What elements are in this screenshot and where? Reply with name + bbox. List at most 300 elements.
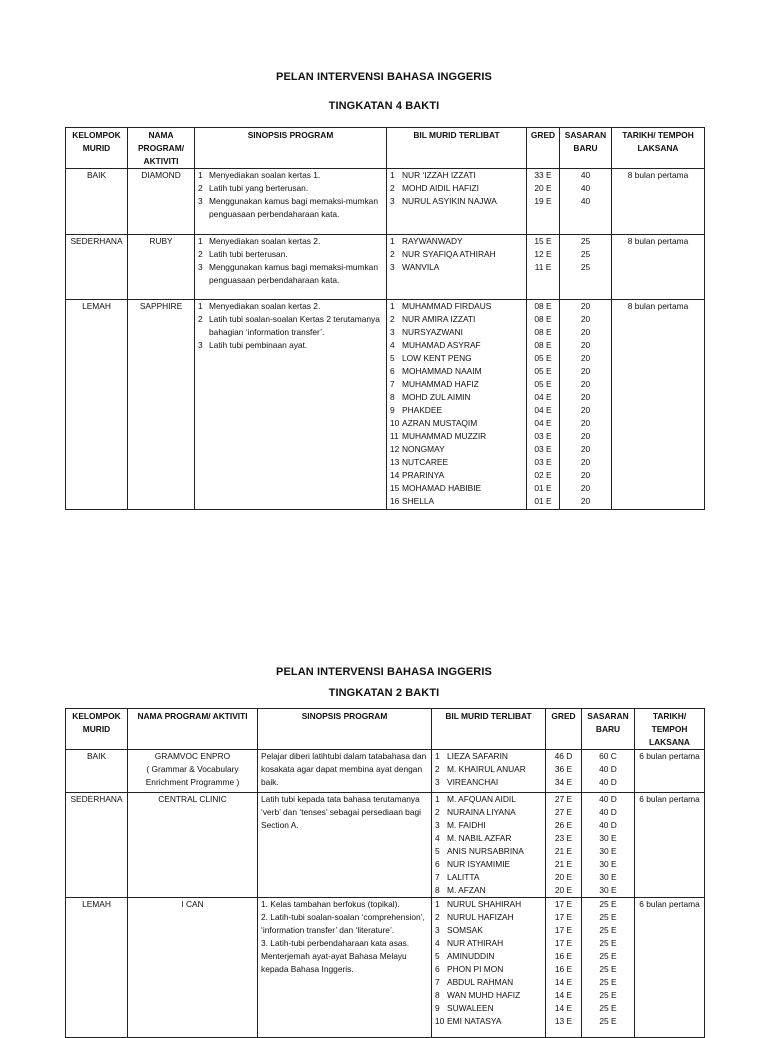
table-row bbox=[66, 793, 705, 898]
item-text: MOHAMAD HABIBIE bbox=[402, 483, 482, 493]
item-text: AZRAN MUSTAQIM bbox=[402, 418, 478, 428]
list-item bbox=[390, 482, 523, 495]
list-item: CENTRAL CLINIC bbox=[158, 794, 227, 804]
item-number: 2 bbox=[390, 183, 395, 193]
item-text: ANIS NURSABRINA bbox=[447, 846, 524, 856]
list-item: 12 E bbox=[534, 249, 552, 259]
item-text: AMINUDDIN bbox=[447, 951, 495, 961]
grade-list bbox=[549, 793, 578, 897]
item-number: 1 bbox=[435, 794, 440, 804]
list-item bbox=[390, 300, 523, 313]
item-number: 2 bbox=[435, 764, 440, 774]
list-item: 25 bbox=[580, 236, 591, 246]
list-item: 04 E bbox=[534, 405, 552, 415]
list-item bbox=[198, 313, 383, 339]
list-item: 15 E bbox=[534, 236, 552, 246]
doc2-header-synopsis: SINOPSIS PROGRAM bbox=[258, 709, 432, 750]
item-number: 10 bbox=[390, 418, 400, 428]
synopsis-cell bbox=[258, 898, 432, 1038]
list-item: 30 E bbox=[599, 859, 617, 869]
list-item: 25 E bbox=[599, 990, 617, 1000]
period-cell: 6 bulan pertama bbox=[635, 898, 705, 1038]
table-row bbox=[66, 235, 705, 300]
group-cell: LEMAH bbox=[66, 300, 128, 510]
students-cell bbox=[387, 169, 527, 235]
doc2-subtitle: TINGKATAN 2 BAKTI bbox=[328, 687, 440, 699]
list-item: 20 bbox=[580, 405, 591, 415]
item-text: LALITTA bbox=[447, 872, 480, 882]
list-item bbox=[435, 898, 542, 911]
list-item bbox=[390, 326, 523, 339]
grade-list bbox=[530, 235, 556, 274]
list-item: 40 bbox=[580, 170, 591, 180]
list-item: 03 E bbox=[534, 444, 552, 454]
doc1-header-period: TARIKH/ TEMPOH LAKSANA bbox=[612, 128, 705, 169]
list-item: 20 bbox=[580, 431, 591, 441]
item-number: 1 bbox=[198, 170, 203, 180]
list-item bbox=[435, 976, 542, 989]
list-item bbox=[390, 352, 523, 365]
list-item bbox=[435, 819, 542, 832]
list-item: ( Grammar & Vocabulary bbox=[146, 764, 239, 774]
item-text: PHON PI MON bbox=[447, 964, 504, 974]
list-item bbox=[390, 339, 523, 352]
item-text: WAN MUHD HAFIZ bbox=[447, 990, 521, 1000]
doc2-header-students: BIL MURID TERLIBAT bbox=[432, 709, 546, 750]
item-number: 2 bbox=[198, 183, 203, 193]
synopsis-list bbox=[198, 235, 383, 287]
students-cell bbox=[387, 300, 527, 510]
doc2-table bbox=[65, 708, 705, 1038]
item-number: 4 bbox=[435, 833, 440, 843]
program-lines bbox=[131, 898, 254, 911]
item-text: MUHAMMAD HAFIZ bbox=[402, 379, 479, 389]
item-text: NURUL HAFIZAH bbox=[447, 912, 514, 922]
target-list bbox=[585, 898, 631, 1028]
list-item: 20 E bbox=[534, 183, 552, 193]
doc2-header-target: SASARAN BARU bbox=[582, 709, 635, 750]
doc1-header-group: KELOMPOK MURID bbox=[66, 128, 128, 169]
item-number: 1 bbox=[390, 301, 395, 311]
item-text: Menyediakan soalan kertas 2. bbox=[209, 236, 321, 246]
students-cell bbox=[432, 750, 546, 793]
item-number: 6 bbox=[390, 366, 395, 376]
list-item: 05 E bbox=[534, 353, 552, 363]
item-number: 2 bbox=[198, 249, 203, 259]
item-text: SOMSAK bbox=[447, 925, 483, 935]
doc2-header-grade: GRED bbox=[546, 709, 582, 750]
program-cell bbox=[128, 750, 258, 793]
list-item: 14 E bbox=[554, 1003, 573, 1013]
list-item bbox=[390, 391, 523, 404]
item-number: 3 bbox=[390, 327, 395, 337]
item-number: 2 bbox=[390, 314, 395, 324]
list-item bbox=[435, 884, 542, 897]
list-item bbox=[390, 235, 523, 248]
list-item bbox=[435, 793, 542, 806]
item-number: 2 bbox=[435, 807, 440, 817]
period-cell: 6 bulan pertama bbox=[635, 793, 705, 898]
list-item bbox=[390, 169, 523, 182]
synopsis-item: 1. Kelas tambahan berfokus (topikal). bbox=[261, 899, 400, 909]
item-text: RAYWANWADY bbox=[402, 236, 463, 246]
doc2-header-group: KELOMPOK MURID bbox=[66, 709, 128, 750]
target-list bbox=[585, 793, 631, 897]
list-item: 01 E bbox=[534, 496, 552, 506]
list-item: 46 D bbox=[554, 751, 573, 761]
list-item: 20 bbox=[580, 457, 591, 467]
doc1-header-students: BIL MURID TERLIBAT bbox=[387, 128, 527, 169]
list-item: 25 E bbox=[599, 925, 617, 935]
synopsis-list bbox=[198, 300, 383, 352]
item-number: 3 bbox=[198, 340, 203, 350]
list-item: 26 E bbox=[554, 820, 573, 830]
students-list bbox=[390, 169, 523, 208]
list-item bbox=[435, 776, 542, 789]
students-list bbox=[435, 793, 542, 897]
list-item: 40 D bbox=[599, 807, 617, 817]
item-text: M. AFZAN bbox=[447, 885, 486, 895]
period-cell: 8 bulan pertama bbox=[612, 235, 705, 300]
list-item: 03 E bbox=[534, 431, 552, 441]
synopsis-item: 3. Latih-tubi perbendaharaan kata asas. bbox=[261, 938, 410, 948]
item-number: 1 bbox=[390, 236, 395, 246]
list-item bbox=[198, 235, 383, 248]
list-item bbox=[435, 871, 542, 884]
item-number: 3 bbox=[390, 196, 395, 206]
list-item bbox=[435, 924, 542, 937]
synopsis-cell bbox=[258, 750, 432, 793]
list-item: 33 E bbox=[534, 170, 552, 180]
item-number: 1 bbox=[435, 899, 440, 909]
list-item: 20 bbox=[580, 301, 591, 311]
group-cell: BAIK bbox=[66, 750, 128, 793]
list-item: 25 E bbox=[599, 951, 617, 961]
grade-cell bbox=[546, 793, 582, 898]
doc1-table bbox=[65, 127, 705, 510]
item-text: VIREANCHAI bbox=[447, 777, 499, 787]
item-number: 10 bbox=[435, 1016, 445, 1026]
item-text: ABDUL RAHMAN bbox=[447, 977, 514, 987]
list-item: 20 bbox=[580, 470, 591, 480]
list-item: 20 E bbox=[554, 872, 573, 882]
list-item: 20 bbox=[580, 353, 591, 363]
list-item: 20 bbox=[580, 366, 591, 376]
item-number: 4 bbox=[390, 340, 395, 350]
item-number: 2 bbox=[390, 249, 395, 259]
list-item bbox=[390, 430, 523, 443]
item-number: 15 bbox=[390, 483, 400, 493]
item-text: M. FAIDHI bbox=[447, 820, 486, 830]
students-list bbox=[390, 235, 523, 274]
item-text: M. NABIL AZFAR bbox=[447, 833, 512, 843]
list-item: 60 C bbox=[599, 751, 617, 761]
item-text: Menggunakan kamus bagi memaksi-mumkan penguasaan perbendaharaan kata. bbox=[209, 196, 378, 219]
doc2-header-period: TARIKH/ TEMPOH LAKSANA bbox=[635, 709, 705, 750]
item-text: LOW KENT PENG bbox=[402, 353, 472, 363]
item-text: NUR ‘IZZAH IZZATI bbox=[402, 170, 476, 180]
list-item bbox=[390, 248, 523, 261]
item-number: 6 bbox=[435, 859, 440, 869]
list-item bbox=[390, 443, 523, 456]
list-item: 40 bbox=[580, 196, 591, 206]
list-item: 30 E bbox=[599, 833, 617, 843]
list-item: 20 bbox=[580, 444, 591, 454]
list-item: 21 E bbox=[554, 846, 573, 856]
item-text: NUTCAREE bbox=[402, 457, 449, 467]
list-item bbox=[390, 378, 523, 391]
synopsis-item: Menterjemah ayat-ayat Bahasa Melayu kepada Bahasa Inggeris. bbox=[261, 951, 407, 974]
program-cell: SAPPHIRE bbox=[128, 300, 195, 510]
item-text: SUWALEEN bbox=[447, 1003, 494, 1013]
list-item bbox=[390, 313, 523, 326]
table-row bbox=[66, 300, 705, 510]
list-item: 17 E bbox=[554, 925, 573, 935]
doc2-title: PELAN INTERVENSI BAHASA INGGERIS bbox=[276, 666, 492, 678]
list-item bbox=[435, 763, 542, 776]
item-number: 8 bbox=[390, 392, 395, 402]
list-item bbox=[198, 261, 383, 287]
list-item: 20 bbox=[580, 327, 591, 337]
list-item: 16 E bbox=[554, 951, 573, 961]
item-number: 11 bbox=[390, 431, 399, 441]
item-text: SHELLA bbox=[402, 496, 435, 506]
list-item: 40 D bbox=[599, 794, 617, 804]
item-number: 8 bbox=[435, 990, 440, 1000]
target-cell bbox=[560, 300, 612, 510]
doc1-header-grade: GRED bbox=[527, 128, 560, 169]
list-item: 20 bbox=[580, 392, 591, 402]
list-item: 27 E bbox=[554, 794, 573, 804]
item-number: 7 bbox=[435, 977, 440, 987]
list-item: I CAN bbox=[181, 899, 204, 909]
grade-cell bbox=[527, 235, 560, 300]
list-item: 21 E bbox=[554, 859, 573, 869]
item-text: Latih tubi pembinaan ayat. bbox=[209, 340, 308, 350]
list-item bbox=[435, 937, 542, 950]
item-number: 1 bbox=[390, 170, 395, 180]
item-number: 6 bbox=[435, 964, 440, 974]
item-text: MOHD ZUL AIMIN bbox=[402, 392, 471, 402]
item-text: NURUL SHAHIRAH bbox=[447, 899, 522, 909]
item-text: NONGMAY bbox=[402, 444, 445, 454]
item-text: NURUL ASYIKIN NAJWA bbox=[402, 196, 497, 206]
table-row bbox=[66, 898, 705, 1038]
group-cell: BAIK bbox=[66, 169, 128, 235]
list-item bbox=[198, 195, 383, 221]
list-item: 36 E bbox=[554, 764, 573, 774]
list-item bbox=[198, 339, 383, 352]
item-number: 3 bbox=[435, 820, 440, 830]
list-item: 04 E bbox=[534, 392, 552, 402]
item-number: 2 bbox=[198, 314, 203, 324]
list-item: 30 E bbox=[599, 846, 617, 856]
item-text: WANVILA bbox=[402, 262, 440, 272]
item-text: MUHAMMAD MUZZIR bbox=[402, 431, 487, 441]
item-number: 5 bbox=[435, 951, 440, 961]
list-item: 16 E bbox=[554, 964, 573, 974]
list-item: 08 E bbox=[534, 314, 552, 324]
item-number: 7 bbox=[390, 379, 395, 389]
item-text: Menyediakan soalan kertas 1. bbox=[209, 170, 321, 180]
students-cell bbox=[432, 793, 546, 898]
list-item: 25 bbox=[580, 249, 591, 259]
list-item: 23 E bbox=[554, 833, 573, 843]
program-lines bbox=[131, 793, 254, 806]
doc1-subtitle: TINGKATAN 4 BAKTI bbox=[328, 100, 440, 112]
list-item: 08 E bbox=[534, 340, 552, 350]
list-item bbox=[390, 469, 523, 482]
list-item bbox=[435, 911, 542, 924]
item-number: 12 bbox=[390, 444, 400, 454]
list-item: 11 E bbox=[534, 262, 552, 272]
list-item bbox=[435, 750, 542, 763]
list-item: 34 E bbox=[554, 777, 573, 787]
list-item: 25 E bbox=[599, 912, 617, 922]
list-item: 20 E bbox=[554, 885, 573, 895]
synopsis-cell bbox=[195, 235, 387, 300]
program-cell bbox=[128, 793, 258, 898]
list-item bbox=[390, 417, 523, 430]
list-item: 20 bbox=[580, 483, 591, 493]
grade-list bbox=[530, 169, 556, 208]
synopsis-text: Pelajar diberi latihtubi dalam tatabahasa dan kosakata agar dapat membina ayat dengan baik. bbox=[261, 751, 427, 787]
list-item: 40 bbox=[580, 183, 591, 193]
item-text: PRARINYA bbox=[402, 470, 445, 480]
list-item: 30 E bbox=[599, 885, 617, 895]
target-cell bbox=[582, 750, 635, 793]
list-item: 40 D bbox=[599, 820, 617, 830]
item-text: NURAINA LIYANA bbox=[447, 807, 516, 817]
item-text: MUHAMMAD FIRDAUS bbox=[402, 301, 492, 311]
table-row bbox=[66, 169, 705, 235]
target-cell bbox=[560, 169, 612, 235]
item-number: 14 bbox=[390, 470, 400, 480]
students-list bbox=[390, 300, 523, 508]
target-cell bbox=[560, 235, 612, 300]
list-item bbox=[435, 950, 542, 963]
list-item: 20 bbox=[580, 496, 591, 506]
doc1-title: PELAN INTERVENSI BAHASA INGGERIS bbox=[276, 71, 492, 83]
synopsis-text: Latih tubi kepada tata bahasa terutamanya ‘verb’ dan ‘tenses’ sebagai persediaan bagi Section A. bbox=[261, 794, 422, 830]
list-item: 25 E bbox=[599, 977, 617, 987]
target-cell bbox=[582, 898, 635, 1038]
list-item: GRAMVOC ENPRO bbox=[154, 751, 231, 761]
item-text: Menyediakan soalan kertas 2. bbox=[209, 301, 321, 311]
students-cell bbox=[387, 235, 527, 300]
item-text: M. KHAIRUL ANUAR bbox=[447, 764, 526, 774]
item-number: 5 bbox=[435, 846, 440, 856]
item-text: NUR ISYAMIMIE bbox=[447, 859, 511, 869]
item-number: 9 bbox=[390, 405, 395, 415]
grade-cell bbox=[546, 750, 582, 793]
item-text: MOHD AIDIL HAFIZI bbox=[402, 183, 479, 193]
list-item: 20 bbox=[580, 314, 591, 324]
item-text: NUR ATHIRAH bbox=[447, 938, 504, 948]
list-item: 17 E bbox=[554, 912, 573, 922]
item-number: 1 bbox=[198, 236, 203, 246]
list-item bbox=[435, 963, 542, 976]
list-item bbox=[198, 300, 383, 313]
list-item bbox=[390, 404, 523, 417]
item-text: MOHAMMAD NAAIM bbox=[402, 366, 482, 376]
students-list bbox=[435, 750, 542, 789]
period-cell: 8 bulan pertama bbox=[612, 169, 705, 235]
list-item: 04 E bbox=[534, 418, 552, 428]
list-item: 17 E bbox=[554, 899, 573, 909]
item-text: EMI NATASYA bbox=[447, 1016, 502, 1026]
item-text: NURSYAZWANI bbox=[402, 327, 463, 337]
list-item bbox=[390, 495, 523, 508]
list-item bbox=[198, 182, 383, 195]
list-item: 05 E bbox=[534, 366, 552, 376]
item-number: 9 bbox=[435, 1003, 440, 1013]
list-item: 20 bbox=[580, 340, 591, 350]
target-cell bbox=[582, 793, 635, 898]
doc1-header-synopsis: SINOPSIS PROGRAM bbox=[195, 128, 387, 169]
item-text: Latih tubi soalan-soalan Kertas 2 terutamanya bahagian ‘information transfer’. bbox=[209, 314, 380, 337]
doc1-header-target: SASARAN BARU bbox=[560, 128, 612, 169]
list-item: 08 E bbox=[534, 301, 552, 311]
item-number: 4 bbox=[435, 938, 440, 948]
list-item bbox=[435, 1002, 542, 1015]
item-number: 16 bbox=[390, 496, 400, 506]
item-text: NUR SYAFIQA ATHIRAH bbox=[402, 249, 496, 259]
program-cell bbox=[128, 898, 258, 1038]
list-item: 25 bbox=[580, 262, 591, 272]
list-item bbox=[390, 261, 523, 274]
list-item: 20 bbox=[580, 418, 591, 428]
list-item bbox=[435, 1015, 542, 1028]
list-item bbox=[435, 858, 542, 871]
item-text: NUR AMIRA IZZATI bbox=[402, 314, 476, 324]
period-cell: 8 bulan pertama bbox=[612, 300, 705, 510]
list-item bbox=[435, 845, 542, 858]
list-item: 25 E bbox=[599, 964, 617, 974]
grade-cell bbox=[527, 169, 560, 235]
item-number: 3 bbox=[435, 777, 440, 787]
list-item: 25 E bbox=[599, 938, 617, 948]
students-cell bbox=[432, 898, 546, 1038]
target-list bbox=[585, 750, 631, 789]
grade-cell bbox=[527, 300, 560, 510]
list-item: 20 bbox=[580, 379, 591, 389]
list-item bbox=[198, 169, 383, 182]
program-lines bbox=[131, 750, 254, 789]
list-item: 02 E bbox=[534, 470, 552, 480]
list-item: 17 E bbox=[554, 938, 573, 948]
item-text: M. AFQUAN AIDIL bbox=[447, 794, 516, 804]
list-item: 25 E bbox=[599, 899, 617, 909]
item-text: Latih tubi berterusan. bbox=[209, 249, 288, 259]
list-item: 14 E bbox=[554, 990, 573, 1000]
group-cell: LEMAH bbox=[66, 898, 128, 1038]
list-item: 01 E bbox=[534, 483, 552, 493]
item-number: 1 bbox=[435, 751, 440, 761]
item-number: 2 bbox=[435, 912, 440, 922]
group-cell: SEDERHANA bbox=[66, 793, 128, 898]
period-cell: 6 bulan pertama bbox=[635, 750, 705, 793]
item-text: Latih tubi yang berterusan. bbox=[209, 183, 309, 193]
table-row bbox=[66, 750, 705, 793]
item-number: 13 bbox=[390, 457, 400, 467]
item-text: MUHAMAD ASYRAF bbox=[402, 340, 481, 350]
list-item: 25 E bbox=[599, 1016, 617, 1026]
doc1-header-program: NAMA PROGRAM/ AKTIVITI bbox=[128, 128, 195, 169]
list-item bbox=[435, 832, 542, 845]
target-list bbox=[563, 300, 608, 508]
list-item bbox=[435, 989, 542, 1002]
